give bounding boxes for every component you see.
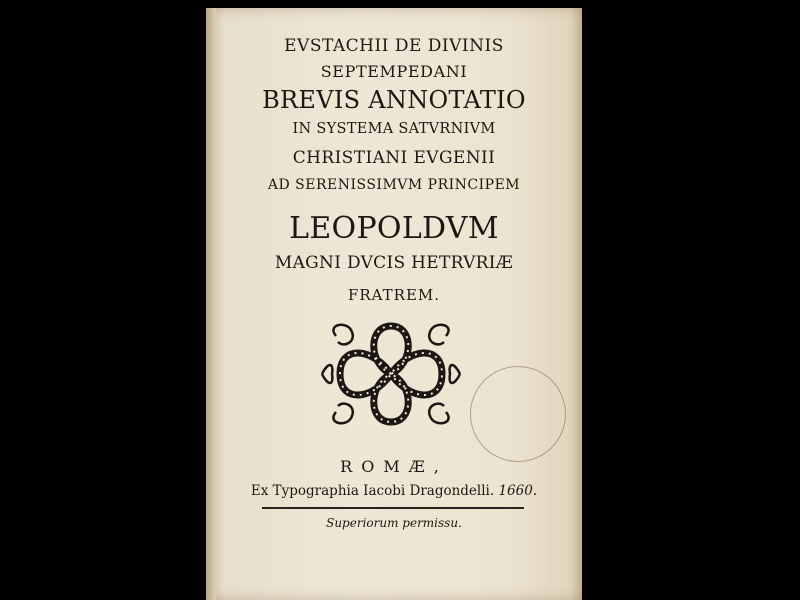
author-name: EVSTACHII DE DIVINIS xyxy=(284,36,504,56)
title-line-5: CHRISTIANI EVGENII xyxy=(292,148,496,168)
dedicatee-title: MAGNI DVCIS HETRVRIÆ xyxy=(274,253,514,273)
library-stamp-icon xyxy=(470,366,566,462)
title-line-4: IN SYSTEMA SATVRNIVM xyxy=(292,121,496,137)
dedicatee-name: LEOPOLDVM xyxy=(289,211,499,246)
imprint-printer xyxy=(206,483,582,499)
divider-rule xyxy=(262,507,524,509)
work-title: BREVIS ANNOTATIO xyxy=(262,86,526,114)
permission-note: Superiorum permissu. xyxy=(326,516,462,530)
imprint-place: ROMÆ, xyxy=(340,457,448,476)
dedicatee-relation: FRATREM. xyxy=(347,286,441,304)
author-origin: SEPTEMPEDANI xyxy=(320,62,468,81)
dedication-line: AD SERENISSIMVM PRINCIPEM xyxy=(267,177,521,193)
printer-name: Ex Typographia Iacobi Dragondelli. xyxy=(250,483,495,499)
knotwork-ornament-icon xyxy=(318,318,464,430)
imprint-year: 1660. xyxy=(498,483,538,499)
